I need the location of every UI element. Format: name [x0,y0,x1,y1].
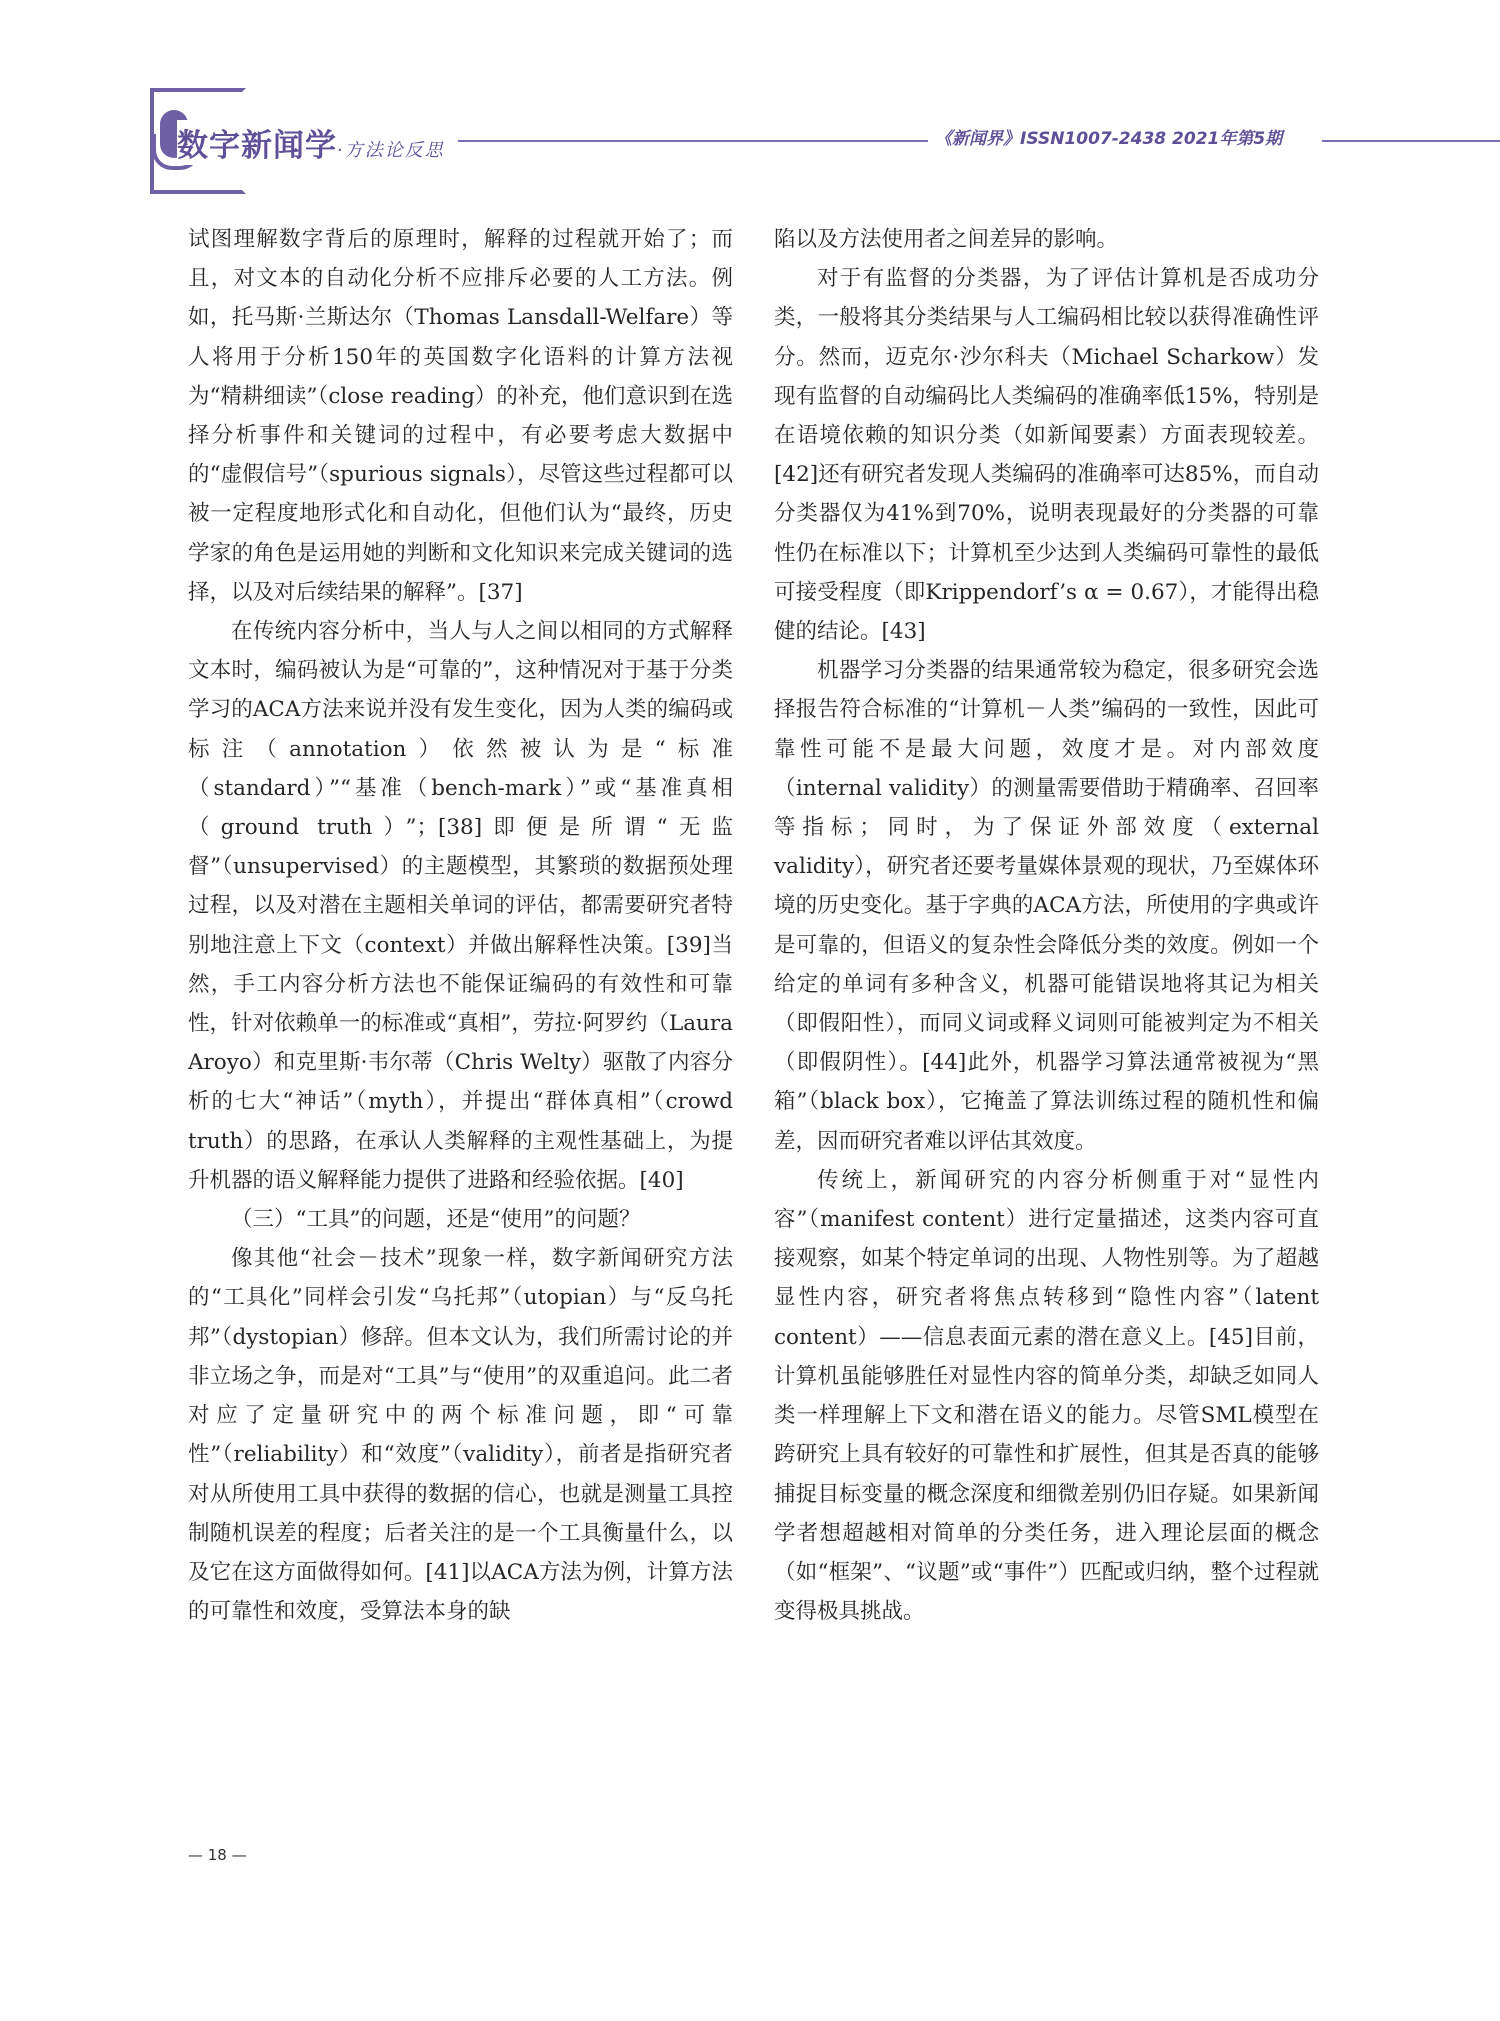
paragraph: 在传统内容分析中，当人与人之间以相同的方式解释文本时，编码被认为是“可靠的”，这种情况对于基于分类学习的ACA方法来说并没有发生变化，因为人类的编码或标注（annotation）依然被认为是“标准（standard）”“基准（bench-mark）”或“基准真相（ground truth）”；[38]即便是所谓“无监督”（unsupervised）的主题模型，其繁琐的数据预处理过程，以及对潜在主题相关单词的评估，都需要研究者特别地注意上下文（context）并做出解释性决策。[39]当然，手工内容分析方法也不能保证编码的有效性和可靠性，针对依赖单一的标准或“真相”，劳拉·阿罗约（Laura Aroyo）和克里斯·韦尔蒂（Chris Welty）驱散了内容分析的七大“神话”（myth），并提出“群体真相”（crowd truth）的思路，在承认人类解释的主观性基础上，为提升机器的语义解释能力提供了进路和经验依据。[40] [188,619,733,1193]
subsection-heading: （三）“工具”的问题，还是“使用”的问题？ [231,1207,641,1233]
header-rule-right [1322,140,1500,142]
paragraph: 对于有监督的分类器，为了评估计算机是否成功分类，一般将其分类结果与人工编码相比较以获得准确性评分。然而，迈克尔·沙尔科夫（Michael Scharkow）发现有监督的自动编码比人类编码的准确率低15%，特别是在语境依赖的知识分类（如新闻要素）方面表现较差。[42]还有研究者发现人类编码的准确率可达85%，而自动分类器仅为41%到70%，说明表现最好的分类器的可靠性仍在标准以下；计算机至少达到人类编码可靠性的最低可接受程度（即Krippendorf’s α = 0.67），才能得出稳健的结论。[43] [774,266,1319,645]
paragraph: 陷以及方法使用者之间差异的影响。 [774,227,1119,252]
paragraph: 像其他“社会－技术”现象一样，数字新闻研究方法的“工具化”同样会引发“乌托邦”（utopian）与“反乌托邦”（dystopian）修辞。但本文认为，我们所需讨论的并非立场之争，而是对“工具”与“使用”的双重追问。此二者对应了定量研究中的两个标准问题，即“可靠性”（reliability）和“效度”（validity），前者是指研究者对从所使用工具中获得的数据的信心，也就是测量工具控制随机误差的程度；后者关注的是一个工具衡量什么，以及它在这方面做得如何。[41]以ACA方法为例，计算方法的可靠性和效度，受算法本身的缺 [188,1246,733,1625]
section-title [177,120,449,165]
section-title-text: 数字新闻学 [177,128,337,164]
paragraph: 试图理解数字背后的原理时，解释的过程就开始了；而且，对文本的自动化分析不应排斥必要的人工方法。例如，托马斯·兰斯达尔（Thomas Lansdall-Welfare）等人将用于分析150年的英国数字化语料的计算方法视为“精耕细读”（close reading）的补充，他们意识到在选择分析事件和关键词的过程中，有必要考虑大数据中的“虚假信号”（spurious signals），尽管这些过程都可以被一定程度地形式化和自动化，但他们认为“最终，历史学家的角色是运用她的判断和文化知识来完成关键词的选择，以及对后续结果的解释”。[37] [188,227,733,605]
page-number: — 18 — [188,1846,247,1864]
journal-info: 《新闻界》ISSN1007-2438 2021年第5期 [935,129,1283,149]
paragraph: 机器学习分类器的结果通常较为稳定，很多研究会选择报告符合标准的“计算机－人类”编码的一致性，因此可靠性可能不是最大问题，效度才是。对内部效度（internal validity）的测量需要借助于精确率、召回率等指标；同时，为了保证外部效度（external validity），研究者还要考量媒体景观的现状，乃至媒体环境的历史变化。基于字典的ACA方法，所使用的字典或许是可靠的，但语义的复杂性会降低分类的效度。例如一个给定的单词有多种含义，机器可能错误地将其记为相关（即假阳性），而同义词或释义词则可能被判定为不相关（即假阴性）。[44]此外，机器学习算法通常被视为“黑箱”（black box），它掩盖了算法训练过程的随机性和偏差，因而研究者难以评估其效度。 [774,658,1319,1154]
header-rule-left [458,140,928,142]
right-column [774,220,1319,1631]
section-subtitle: ·方法论反思 [337,140,445,161]
left-column [188,220,733,1631]
paragraph: 传统上，新闻研究的内容分析侧重于对“显性内容”（manifest content）进行定量描述，这类内容可直接观察，如某个特定单词的出现、人物性别等。为了超越显性内容，研究者将焦点转移到“隐性内容”（latent content）——信息表面元素的潜在意义上。[45]目前，计算机虽能够胜任对显性内容的简单分类，却缺乏如同人类一样理解上下文和潜在语义的能力。尽管SML模型在跨研究上具有较好的可靠性和扩展性，但其是否真的能够捕捉目标变量的概念深度和细微差别仍旧存疑。如果新闻学者想超越相对简单的分类任务，进入理论层面的概念（如“框架”、“议题”或“事件”）匹配或归纳，整个过程就变得极具挑战。 [774,1167,1319,1625]
